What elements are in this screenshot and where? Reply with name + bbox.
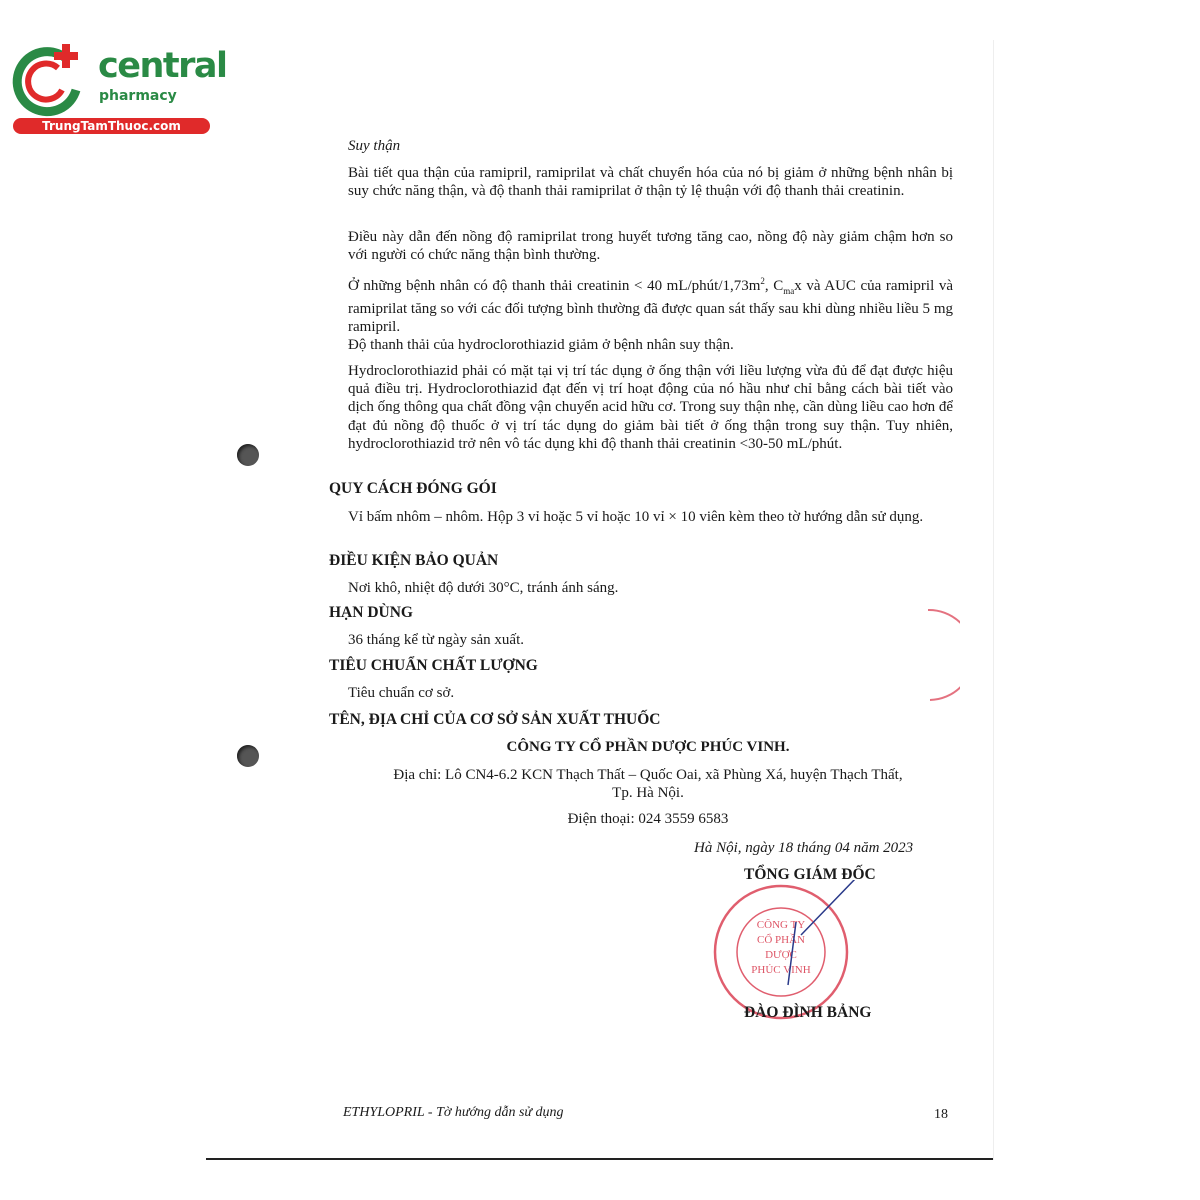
subheading-renal: Suy thận <box>348 138 401 154</box>
svg-text:DƯỢC: DƯỢC <box>765 949 797 961</box>
text: ma <box>783 286 795 296</box>
paragraph: Nơi khô, nhiệt độ dưới 30°C, tránh ánh sáng. <box>348 580 619 596</box>
company-name: CÔNG TY CỔ PHẦN DƯỢC PHÚC VINH. <box>506 739 790 755</box>
punch-hole <box>237 444 259 466</box>
footer-title: ETHYLOPRIL - Tờ hướng dẫn sử dụng <box>343 1105 564 1120</box>
section-heading: TÊN, ĐỊA CHỈ CỦA CƠ SỞ SẢN XUẤT THUỐC <box>329 711 661 728</box>
paragraph: Độ thanh thải của hydroclorothiazid giảm ở bệnh nhân suy thận. <box>348 337 734 353</box>
text: , C <box>764 278 784 294</box>
phone-number: Điện thoại: 024 3559 6583 <box>567 811 729 827</box>
logo-site-badge: TrungTamThuoc.com <box>13 118 210 134</box>
paragraph <box>348 272 953 337</box>
svg-text:CÔNG TY: CÔNG TY <box>756 919 806 931</box>
paragraph: Bài tiết qua thận của ramipril, ramiprilat và chất chuyển hóa của nó bị giảm ở những bệnh nhân bị suy chức năng thận, và độ thanh thải ramiprilat ở thận tỷ lệ thuận với độ thanh thải creatinin. <box>348 165 953 200</box>
central-pharmacy-logo <box>10 38 227 138</box>
paragraph: Điều này dẫn đến nồng độ ramiprilat trong huyết tương tăng cao, nồng độ này giảm chậm hơn so với người có chức năng thận bình thường. <box>348 229 953 264</box>
paragraph: Hydroclorothiazid phải có mặt tại vị trí tác dụng ở ống thận với liều lượng vừa đủ để đạt được hiệu quả điều trị. Hydroclorothiazid đạt đến vị trí hoạt động của nó hầu như chỉ bằng cách bài tiết vào dịch ống thông qua chất đồng vận chuyển acid hữu cơ. Trong suy thận nhẹ, cần dùng liều cao hơn để đạt đủ nồng độ thuốc ở vị trí tác dụng do giảm bài tiết ở ống thận trong suy thận. Tuy nhiên, hydroclorothiazid trở nên vô tác dụng khi độ thanh thải creatinin <30-50 mL/phút. <box>348 363 953 452</box>
text: x và AUC của ramipril và ramiprilat tăng so với các đối tượng bình thường đã được quan sát thấy sau khi dùng nhiều liều 5 mg ramipril. <box>348 278 953 336</box>
svg-text:CỔ PHẦN: CỔ PHẦN <box>757 934 805 946</box>
text: Ở những bệnh nhân có độ thanh thải creatinin < 40 mL/phút/1,73m <box>348 278 761 294</box>
logo-wordmark: central <box>98 46 227 86</box>
logo-subtitle: pharmacy <box>99 88 177 104</box>
paragraph: 36 tháng kể từ ngày sản xuất. <box>348 632 525 648</box>
signatory-title: TỔNG GIÁM ĐỐC <box>744 866 876 883</box>
paragraph: Vỉ bấm nhôm – nhôm. Hộp 3 vỉ hoặc 5 vỉ hoặc 10 vỉ × 10 viên kèm theo tờ hướng dẫn sử dụng. <box>348 509 924 525</box>
section-heading: QUY CÁCH ĐÓNG GÓI <box>329 480 497 497</box>
logo-mark-icon <box>10 38 90 118</box>
document-page <box>206 40 994 1160</box>
page-bottom-edge <box>206 1158 993 1160</box>
text: 2 <box>760 276 765 286</box>
page-number: 18 <box>934 1107 948 1122</box>
svg-text:PHÚC VINH: PHÚC VINH <box>751 964 811 976</box>
paragraph: Tiêu chuẩn cơ sở. <box>348 685 455 701</box>
punch-hole <box>237 745 259 767</box>
section-heading: ĐIỀU KIỆN BẢO QUẢN <box>329 552 499 569</box>
section-heading: HẠN DÙNG <box>329 604 413 621</box>
section-heading: TIÊU CHUẨN CHẤT LƯỢNG <box>329 657 538 674</box>
signatory-name: ĐÀO ĐÌNH BẢNG <box>744 1004 872 1021</box>
address-line: Địa chỉ: Lô CN4-6.2 KCN Thạch Thất – Quốc Oai, xã Phùng Xá, huyện Thạch Thất, <box>393 767 903 783</box>
address-line: Tp. Hà Nội. <box>612 785 684 801</box>
date-line: Hà Nội, ngày 18 tháng 04 năm 2023 <box>694 840 914 856</box>
partial-stamp <box>920 605 960 705</box>
